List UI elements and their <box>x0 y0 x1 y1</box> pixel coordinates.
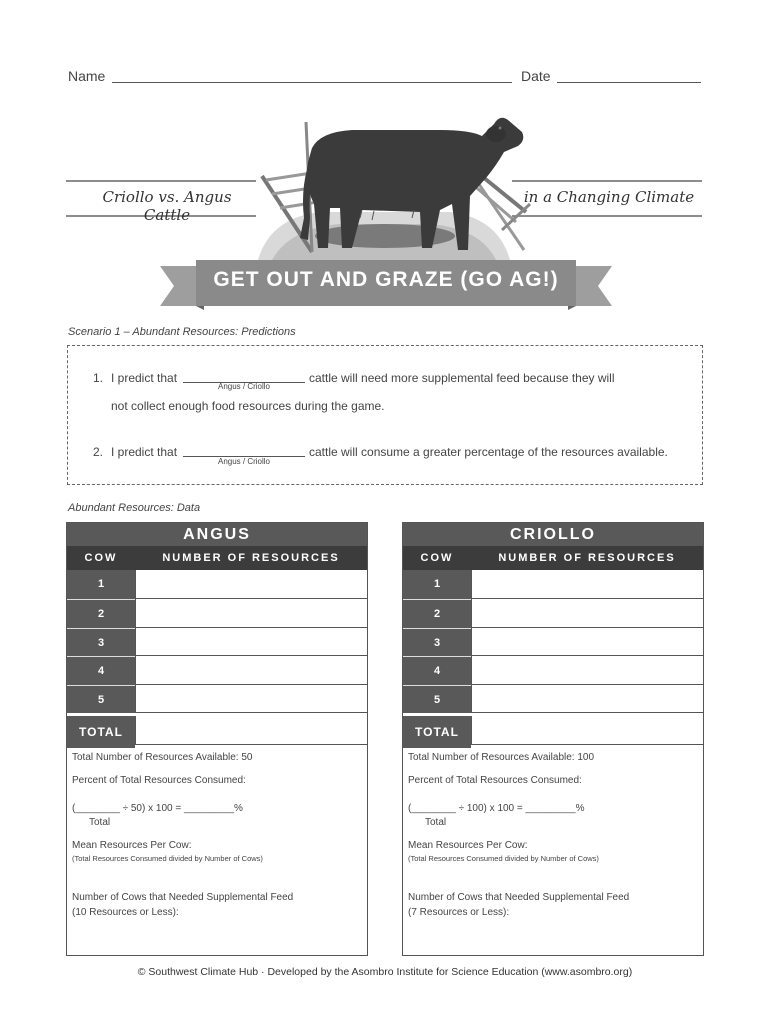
angus-resource-cell-5[interactable] <box>135 685 367 713</box>
angus-resource-cell-3[interactable] <box>135 628 367 656</box>
prediction-1-lead: I predict that <box>111 371 178 385</box>
angus-total-label: TOTAL <box>67 713 135 748</box>
prediction-2-lead: I predict that <box>111 445 178 459</box>
criollo-col-cow: COW <box>403 546 471 570</box>
prediction-2-text: cattle will consume a greater percentage of the resources available. <box>309 445 668 459</box>
criollo-cow-2: 2 <box>403 599 471 629</box>
criollo-supp-label: Number of Cows that Needed Supplemental Feed <box>408 892 630 903</box>
criollo-formula: (________ ÷ 100) x 100 = _________% <box>408 803 585 814</box>
criollo-cow-5: 5 <box>403 685 471 714</box>
criollo-col-resources: NUMBER OF RESOURCES <box>471 546 703 570</box>
criollo-cow-3: 3 <box>403 628 471 657</box>
criollo-cow-4: 4 <box>403 656 471 686</box>
angus-percent-label: Percent of Total Resources Consumed: <box>72 775 246 786</box>
angus-cow-5: 5 <box>67 685 135 714</box>
date-field[interactable] <box>557 82 701 83</box>
angus-resource-cell-2[interactable] <box>135 599 367 628</box>
angus-cow-4: 4 <box>67 656 135 686</box>
criollo-resource-cell-2[interactable] <box>471 599 703 628</box>
footer-credit: © Southwest Climate Hub · Developed by the Asombro Institute for Science Education (www.asombro.org) <box>137 966 633 978</box>
criollo-resource-cell-5[interactable] <box>471 685 703 713</box>
angus-cow-1: 1 <box>67 570 135 599</box>
angus-table-title: ANGUS <box>67 523 367 546</box>
prediction-1-text: cattle will need more supplemental feed because they will <box>309 371 615 385</box>
criollo-supp-sub: (7 Resources or Less): <box>408 907 510 918</box>
angus-cow-2: 2 <box>67 599 135 629</box>
criollo-resource-cell-4[interactable] <box>471 656 703 685</box>
date-label: Date <box>521 68 551 84</box>
right-tagline: in a Changing Climate <box>523 188 695 206</box>
name-label: Name <box>68 68 106 84</box>
angus-total-cell[interactable] <box>135 716 367 745</box>
angus-col-resources: NUMBER OF RESOURCES <box>135 546 367 570</box>
angus-cow-3: 3 <box>67 628 135 657</box>
prediction-1-number: 1. <box>93 371 104 385</box>
page-title: GET OUT AND GRAZE (GO AG!) <box>213 268 559 291</box>
prediction-1-hint: Angus / Criollo <box>217 382 271 391</box>
angus-resource-cell-4[interactable] <box>135 656 367 685</box>
criollo-table-title: CRIOLLO <box>403 523 703 546</box>
angus-mean-label: Mean Resources Per Cow: <box>72 840 192 851</box>
criollo-mean-sub: (Total Resources Consumed divided by Number of Cows) <box>408 854 599 863</box>
angus-col-cow: COW <box>67 546 135 570</box>
criollo-cow-1: 1 <box>403 570 471 599</box>
name-field[interactable] <box>112 82 512 83</box>
criollo-percent-label: Percent of Total Resources Consumed: <box>408 775 582 786</box>
prediction-1-continuation: not collect enough food resources during the game. <box>111 399 385 413</box>
prediction-2-hint: Angus / Criollo <box>217 457 271 466</box>
angus-supp-label: Number of Cows that Needed Supplemental Feed <box>72 892 294 903</box>
criollo-total-cell[interactable] <box>471 716 703 745</box>
angus-resource-cell-1[interactable] <box>135 570 367 599</box>
angus-supp-sub: (10 Resources or Less): <box>72 907 179 918</box>
angus-table <box>66 522 368 956</box>
angus-formula: (________ ÷ 50) x 100 = _________% <box>72 803 243 814</box>
criollo-formula-sub: Total <box>425 817 447 828</box>
data-heading: Abundant Resources: Data <box>68 502 201 514</box>
prediction-2-number: 2. <box>93 445 104 459</box>
scenario-heading: Scenario 1 – Abundant Resources: Predictions <box>68 326 296 338</box>
criollo-resource-cell-1[interactable] <box>471 570 703 599</box>
angus-total-available: Total Number of Resources Available: 50 <box>72 752 253 763</box>
predictions-box <box>67 345 703 485</box>
angus-mean-sub: (Total Resources Consumed divided by Number of Cows) <box>72 854 263 863</box>
left-tagline: Criollo vs. Angus Cattle <box>102 188 232 224</box>
criollo-resource-cell-3[interactable] <box>471 628 703 656</box>
criollo-total-available: Total Number of Resources Available: 100 <box>408 752 595 763</box>
criollo-mean-label: Mean Resources Per Cow: <box>408 840 528 851</box>
angus-formula-sub: Total <box>89 817 111 828</box>
criollo-total-label: TOTAL <box>403 713 471 748</box>
criollo-table <box>402 522 704 956</box>
